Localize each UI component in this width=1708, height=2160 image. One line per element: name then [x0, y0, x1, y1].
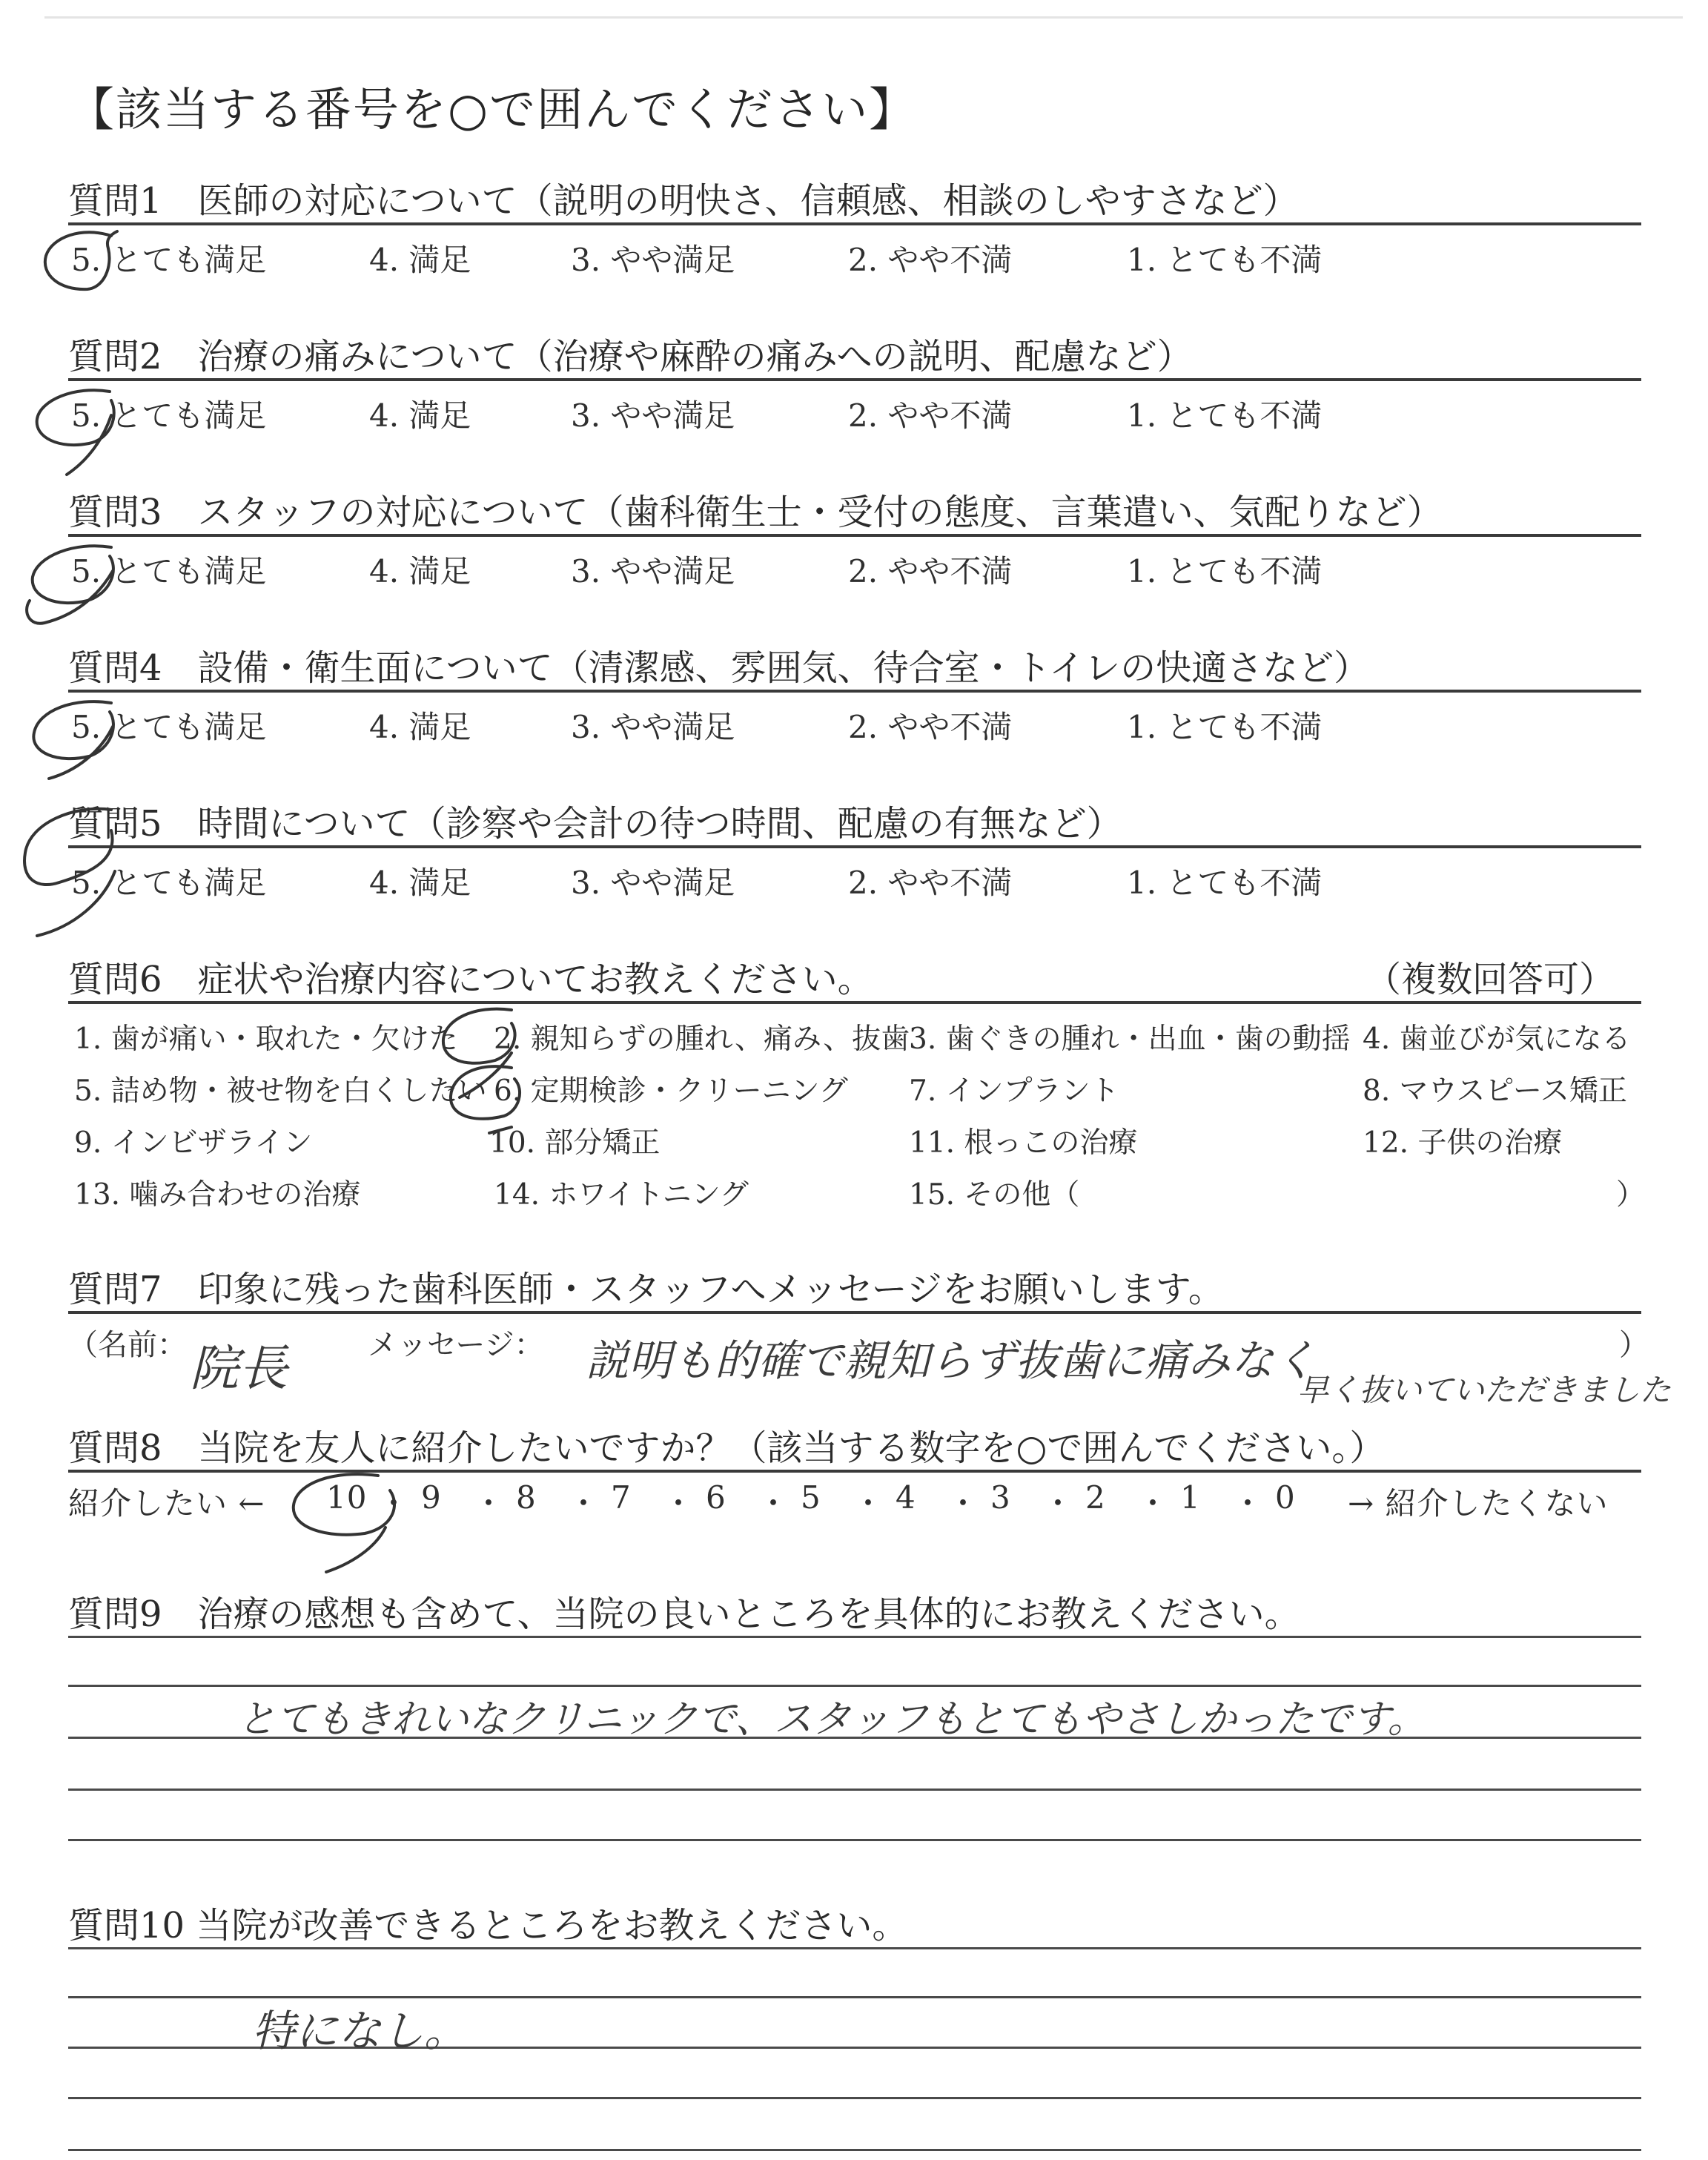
scale-value-3[interactable]: 3: [990, 1479, 1011, 1516]
question-10-title: 質問10 当院が改善できるところをお教えください。: [68, 1905, 908, 1946]
message-handwritten-line-2[interactable]: 早く抜いていただきました: [1297, 1372, 1672, 1408]
question-3-title: 質問3 スタッフの対応について（歯科衛生士・受付の態度、言葉遣い、気配りなど）: [68, 492, 1443, 533]
question-9-title: 質問9 治療の感想も含めて、当院の良いところを具体的にお教えください。: [68, 1593, 1300, 1635]
scale-separator-dot: ・: [947, 1485, 980, 1522]
symptom-option-9[interactable]: 9. インビザライン: [74, 1126, 313, 1160]
question-4-title: 質問4 設備・衛生面について（清潔感、雰囲気、待合室・トイレの快適さなど）: [68, 647, 1370, 689]
scale-value-1[interactable]: 1: [1180, 1479, 1201, 1516]
scale-separator-dot: ・: [758, 1485, 790, 1522]
rating-option-5[interactable]: 5. とても満足: [71, 397, 267, 434]
question-8-rule: [68, 1470, 1641, 1473]
message-handwritten[interactable]: 説明も的確で親知らず抜歯に痛みなく: [586, 1335, 1317, 1386]
symptom-option-3[interactable]: 3. 歯ぐきの腫れ・出血・歯の動揺: [909, 1023, 1351, 1056]
recommend-right-label: → 紹介したくない: [1348, 1485, 1609, 1522]
rating-option-4[interactable]: 4. 満足: [369, 242, 471, 278]
multiple-answer-note: （複数回答可）: [1366, 959, 1615, 1000]
symptom-option-12[interactable]: 12. 子供の治療: [1363, 1126, 1563, 1160]
question-3-rule: [68, 534, 1641, 537]
answer-line: [68, 2097, 1641, 2099]
rating-option-3[interactable]: 3. やや満足: [571, 553, 735, 589]
question-9-answer[interactable]: とてもきれいなクリニックで、スタッフもとてもやさしかったです。: [237, 1697, 1426, 1742]
question-8-title: 質問8 当院を友人に紹介したいですか？（該当する数字を○で囲んでください。）: [68, 1427, 1386, 1469]
recommend-left-label: 紹介したい ←: [68, 1485, 265, 1522]
rating-option-1[interactable]: 1. とても不満: [1127, 865, 1323, 901]
rating-option-4[interactable]: 4. 満足: [369, 553, 471, 589]
rating-option-4[interactable]: 4. 満足: [369, 397, 471, 434]
question-1-title: 質問1 医師の対応について（説明の明快さ、信頼感、相談のしやすさなど）: [68, 180, 1299, 222]
scale-separator-dot: ・: [378, 1485, 411, 1522]
answer-line: [68, 1789, 1641, 1791]
rating-option-4[interactable]: 4. 満足: [369, 865, 471, 901]
scale-separator-dot: ・: [1137, 1485, 1170, 1522]
scale-value-6[interactable]: 6: [706, 1479, 726, 1516]
rating-option-4[interactable]: 4. 満足: [369, 709, 471, 745]
question-2-rule: [68, 378, 1641, 381]
scale-value-7[interactable]: 7: [611, 1479, 632, 1516]
message-close-paren: ）: [1619, 1328, 1649, 1362]
question-5-title: 質問5 時間について（診察や会計の待つ時間、配慮の有無など）: [68, 803, 1122, 845]
scale-value-4[interactable]: 4: [896, 1479, 916, 1516]
top-edge-line: [44, 16, 1683, 19]
rating-option-1[interactable]: 1. とても不満: [1127, 553, 1323, 589]
scale-separator-dot: ・: [663, 1485, 695, 1522]
symptom-option-1[interactable]: 1. 歯が痛い・取れた・欠けた: [74, 1023, 458, 1056]
symptom-option-4[interactable]: 4. 歯並びが気になる: [1363, 1023, 1631, 1056]
rating-option-5[interactable]: 5. とても満足: [71, 865, 267, 901]
other-close-paren: ）: [1616, 1178, 1646, 1212]
question-7-rule: [68, 1311, 1641, 1314]
scale-separator-dot: ・: [1232, 1485, 1265, 1522]
question-6-rule: [68, 1001, 1641, 1004]
symptom-option-8[interactable]: 8. マウスピース矯正: [1363, 1074, 1627, 1108]
rating-option-2[interactable]: 2. やや不満: [848, 553, 1013, 589]
question-10-answer[interactable]: 特になし。: [252, 2006, 468, 2056]
symptom-option-14[interactable]: 14. ホワイトニング: [494, 1178, 749, 1212]
answer-line: [68, 1636, 1641, 1638]
question-7-title: 質問7 印象に残った歯科医師・スタッフへメッセージをお願いします。: [68, 1269, 1224, 1310]
rating-option-2[interactable]: 2. やや不満: [848, 709, 1013, 745]
question-5-rule: [68, 845, 1641, 848]
scale-separator-dot: ・: [568, 1485, 600, 1522]
rating-option-3[interactable]: 3. やや満足: [571, 865, 735, 901]
scale-separator-dot: ・: [853, 1485, 885, 1522]
scale-separator-dot: ・: [1042, 1485, 1075, 1522]
question-4-rule: [68, 690, 1641, 693]
rating-option-5[interactable]: 5. とても満足: [71, 553, 267, 589]
rating-option-2[interactable]: 2. やや不満: [848, 242, 1013, 278]
rating-option-1[interactable]: 1. とても不満: [1127, 709, 1323, 745]
answer-line: [68, 1947, 1641, 1949]
rating-option-2[interactable]: 2. やや不満: [848, 865, 1013, 901]
scale-value-0[interactable]: 0: [1275, 1479, 1296, 1516]
scale-value-10[interactable]: 10: [326, 1479, 368, 1516]
symptom-option-7[interactable]: 7. インプラント: [909, 1074, 1119, 1108]
question-2-title: 質問2 治療の痛みについて（治療や麻酔の痛みへの説明、配慮など）: [68, 336, 1193, 377]
name-handwritten[interactable]: 院長: [190, 1340, 288, 1397]
name-label: （名前：: [68, 1328, 187, 1362]
symptom-option-10[interactable]: 10. 部分矯正: [489, 1126, 661, 1160]
rating-option-5[interactable]: 5. とても満足: [71, 709, 267, 745]
rating-option-3[interactable]: 3. やや満足: [571, 397, 735, 434]
scale-separator-dot: ・: [473, 1485, 506, 1522]
page-header: 【該当する番号を○で囲んでください】: [68, 82, 917, 136]
symptom-option-2[interactable]: 2. 親知らずの腫れ、痛み、抜歯: [494, 1023, 910, 1056]
rating-option-1[interactable]: 1. とても不満: [1127, 397, 1323, 434]
answer-line: [68, 1839, 1641, 1841]
rating-option-3[interactable]: 3. やや満足: [571, 709, 735, 745]
symptom-option-13[interactable]: 13. 噛み合わせの治療: [74, 1178, 361, 1212]
message-label: メッセージ：: [368, 1328, 544, 1362]
answer-line: [68, 1685, 1641, 1687]
scale-value-8[interactable]: 8: [516, 1479, 537, 1516]
answer-line: [68, 2149, 1641, 2151]
rating-option-3[interactable]: 3. やや満足: [571, 242, 735, 278]
rating-option-2[interactable]: 2. やや不満: [848, 397, 1013, 434]
question-1-rule: [68, 222, 1641, 225]
scale-value-2[interactable]: 2: [1085, 1479, 1106, 1516]
symptom-option-11[interactable]: 11. 根っこの治療: [909, 1126, 1138, 1160]
rating-option-5[interactable]: 5. とても満足: [71, 242, 267, 278]
scale-value-9[interactable]: 9: [421, 1479, 442, 1516]
symptom-option-15[interactable]: 15. その他（: [909, 1178, 1080, 1212]
symptom-option-5[interactable]: 5. 詰め物・被せ物を白くしたい: [74, 1074, 487, 1108]
rating-option-1[interactable]: 1. とても不満: [1127, 242, 1323, 278]
question-6-title: 質問6 症状や治療内容についてお教えください。: [68, 959, 873, 1000]
symptom-option-6[interactable]: 6. 定期検診・クリーニング: [494, 1074, 848, 1108]
scale-value-5[interactable]: 5: [801, 1479, 821, 1516]
